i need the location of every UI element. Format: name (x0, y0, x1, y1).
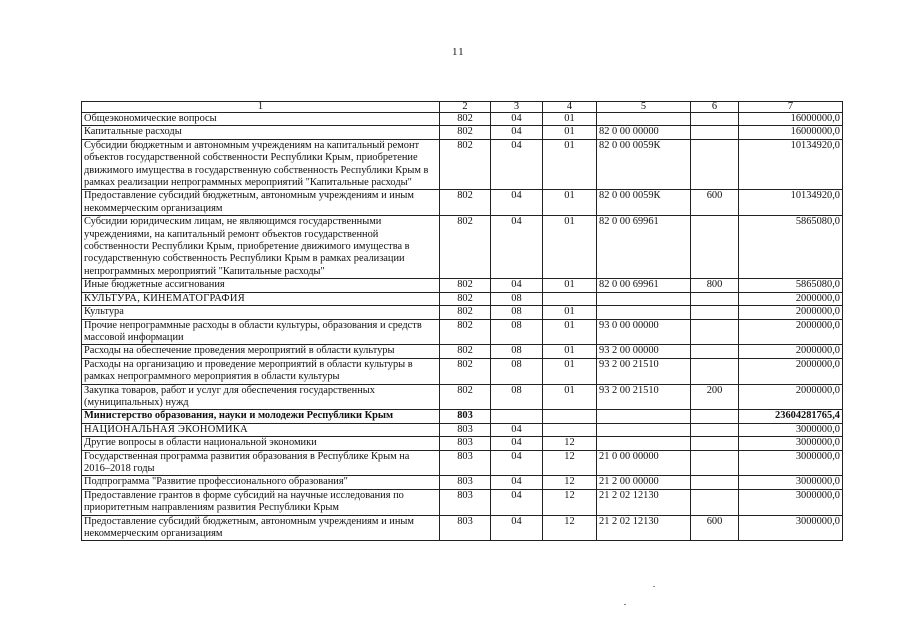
row-expense-type-code: 600 (691, 190, 739, 216)
row-subsection-code: 01 (543, 319, 597, 345)
row-subsection-code: 12 (543, 437, 597, 450)
table-header-row (82, 102, 843, 113)
row-target-article-code: 93 2 00 21510 (597, 384, 691, 410)
row-ministry-code: 803 (440, 515, 491, 541)
row-expense-type-code (691, 358, 739, 384)
row-subsection-code: 01 (543, 190, 597, 216)
row-target-article-code: 21 2 00 00000 (597, 476, 691, 489)
row-description: Иные бюджетные ассигнования (82, 279, 440, 292)
row-amount: 2000000,0 (739, 306, 843, 319)
row-description: Культура (82, 306, 440, 319)
table-row (82, 139, 843, 190)
row-description: НАЦИОНАЛЬНАЯ ЭКОНОМИКА (82, 423, 440, 436)
row-expense-type-code: 800 (691, 279, 739, 292)
row-subsection-code: 01 (543, 384, 597, 410)
row-ministry-code: 802 (440, 113, 491, 126)
table-row (82, 410, 843, 423)
row-section-code: 04 (491, 450, 543, 476)
row-ministry-code: 802 (440, 139, 491, 190)
row-ministry-code: 802 (440, 292, 491, 305)
row-target-article-code (597, 292, 691, 305)
scan-speck (653, 586, 655, 587)
table-row (82, 476, 843, 489)
row-description: Прочие непрограммные расходы в области культуры, образования и средств массовой информации (82, 319, 440, 345)
row-section-code: 04 (491, 126, 543, 139)
row-ministry-code: 802 (440, 216, 491, 279)
row-section-code: 08 (491, 306, 543, 319)
row-subsection-code: 12 (543, 450, 597, 476)
row-subsection-code (543, 410, 597, 423)
row-section-code: 04 (491, 216, 543, 279)
row-expense-type-code (691, 450, 739, 476)
row-description: Субсидии юридическим лицам, не являющимся государственными учреждениями, на капитальный ремонт объектов государственной собственности Республики Крым, приобретение движимого имущества в государственную собственность Республики Крым в рамках реализации непрограммных мероприятий "Капитальные расходы" (82, 216, 440, 279)
table-row (82, 113, 843, 126)
row-ministry-code: 803 (440, 410, 491, 423)
row-amount: 2000000,0 (739, 319, 843, 345)
column-number-5: 5 (597, 102, 691, 113)
row-description: Расходы на организацию и проведение мероприятий в области культуры в рамках непрограммного мероприятия в области культуры (82, 358, 440, 384)
row-section-code: 04 (491, 190, 543, 216)
row-expense-type-code (691, 126, 739, 139)
row-description: Предоставление субсидий бюджетным, автономным учреждениям и иным некоммерческим организациям (82, 515, 440, 541)
row-section-code: 08 (491, 319, 543, 345)
row-amount: 5865080,0 (739, 279, 843, 292)
row-subsection-code: 01 (543, 279, 597, 292)
row-amount: 3000000,0 (739, 489, 843, 515)
row-section-code: 04 (491, 489, 543, 515)
row-expense-type-code (691, 345, 739, 358)
row-subsection-code: 01 (543, 113, 597, 126)
row-expense-type-code (691, 423, 739, 436)
row-target-article-code: 21 0 00 00000 (597, 450, 691, 476)
table-row (82, 306, 843, 319)
row-expense-type-code (691, 410, 739, 423)
row-ministry-code: 802 (440, 319, 491, 345)
row-ministry-code: 802 (440, 345, 491, 358)
row-target-article-code: 21 2 02 12130 (597, 489, 691, 515)
row-subsection-code: 01 (543, 306, 597, 319)
row-ministry-code: 803 (440, 437, 491, 450)
table-row (82, 319, 843, 345)
row-target-article-code: 82 0 00 0059К (597, 190, 691, 216)
row-description: Расходы на обеспечение проведения мероприятий в области культуры (82, 345, 440, 358)
row-expense-type-code (691, 437, 739, 450)
column-number-6: 6 (691, 102, 739, 113)
budget-table (81, 101, 843, 541)
column-number-1: 1 (82, 102, 440, 113)
row-description: Общеэкономические вопросы (82, 113, 440, 126)
row-amount: 5865080,0 (739, 216, 843, 279)
column-number-4: 4 (543, 102, 597, 113)
row-amount: 10134920,0 (739, 190, 843, 216)
row-subsection-code: 01 (543, 139, 597, 190)
row-section-code: 08 (491, 384, 543, 410)
row-target-article-code (597, 410, 691, 423)
row-ministry-code: 803 (440, 489, 491, 515)
row-ministry-code: 802 (440, 190, 491, 216)
row-amount: 3000000,0 (739, 450, 843, 476)
row-amount: 23604281765,4 (739, 410, 843, 423)
row-section-code: 04 (491, 476, 543, 489)
row-description: Министерство образования, науки и молодежи Республики Крым (82, 410, 440, 423)
row-amount: 3000000,0 (739, 437, 843, 450)
table-row (82, 437, 843, 450)
row-subsection-code (543, 423, 597, 436)
row-description: Предоставление субсидий бюджетным, автономным учреждениям и иным некоммерческим организациям (82, 190, 440, 216)
row-target-article-code: 93 2 00 00000 (597, 345, 691, 358)
row-ministry-code: 803 (440, 476, 491, 489)
row-section-code (491, 410, 543, 423)
row-ministry-code: 803 (440, 423, 491, 436)
row-ministry-code: 802 (440, 358, 491, 384)
row-section-code: 04 (491, 113, 543, 126)
row-target-article-code: 93 0 00 00000 (597, 319, 691, 345)
column-number-3: 3 (491, 102, 543, 113)
row-description: Подпрограмма "Развитие профессионального образования" (82, 476, 440, 489)
row-expense-type-code (691, 489, 739, 515)
row-amount: 10134920,0 (739, 139, 843, 190)
table-row (82, 279, 843, 292)
row-section-code: 04 (491, 437, 543, 450)
row-expense-type-code (691, 139, 739, 190)
row-expense-type-code: 600 (691, 515, 739, 541)
row-target-article-code: 93 2 00 21510 (597, 358, 691, 384)
row-section-code: 08 (491, 292, 543, 305)
table-row (82, 489, 843, 515)
row-target-article-code: 82 0 00 69961 (597, 279, 691, 292)
row-subsection-code: 12 (543, 476, 597, 489)
row-description: Субсидии бюджетным и автономным учреждениям на капитальный ремонт объектов государственной собственности Республики Крым, приобретение движимого имущества в государственную собственность Республики Крым в рамках реализации непрограммных мероприятий "Капитальные расходы" (82, 139, 440, 190)
row-expense-type-code (691, 319, 739, 345)
row-amount: 2000000,0 (739, 358, 843, 384)
table-row (82, 345, 843, 358)
row-subsection-code: 12 (543, 489, 597, 515)
row-subsection-code (543, 292, 597, 305)
row-expense-type-code: 200 (691, 384, 739, 410)
row-expense-type-code (691, 216, 739, 279)
row-amount: 16000000,0 (739, 113, 843, 126)
page-number: 11 (452, 46, 465, 58)
row-amount: 3000000,0 (739, 515, 843, 541)
row-description: КУЛЬТУРА, КИНЕМАТОГРАФИЯ (82, 292, 440, 305)
row-section-code: 04 (491, 423, 543, 436)
row-amount: 2000000,0 (739, 345, 843, 358)
column-number-2: 2 (440, 102, 491, 113)
row-amount: 3000000,0 (739, 476, 843, 489)
row-amount: 2000000,0 (739, 292, 843, 305)
row-ministry-code: 802 (440, 126, 491, 139)
row-section-code: 04 (491, 139, 543, 190)
row-description: Другие вопросы в области национальной экономики (82, 437, 440, 450)
row-target-article-code: 82 0 00 00000 (597, 126, 691, 139)
column-number-7: 7 (739, 102, 843, 113)
row-subsection-code: 01 (543, 358, 597, 384)
row-ministry-code: 803 (440, 450, 491, 476)
row-target-article-code (597, 423, 691, 436)
row-section-code: 04 (491, 515, 543, 541)
row-section-code: 04 (491, 279, 543, 292)
row-subsection-code: 12 (543, 515, 597, 541)
row-ministry-code: 802 (440, 384, 491, 410)
row-amount: 16000000,0 (739, 126, 843, 139)
row-target-article-code: 82 0 00 69961 (597, 216, 691, 279)
table-row (82, 358, 843, 384)
table-row (82, 515, 843, 541)
row-description: Предоставление грантов в форме субсидий на научные исследования по приоритетным направлениям развития Республики Крым (82, 489, 440, 515)
scan-speck (624, 604, 626, 605)
row-amount: 3000000,0 (739, 423, 843, 436)
row-expense-type-code (691, 113, 739, 126)
row-ministry-code: 802 (440, 279, 491, 292)
table-row (82, 384, 843, 410)
row-description: Капитальные расходы (82, 126, 440, 139)
table-row (82, 216, 843, 279)
row-section-code: 08 (491, 345, 543, 358)
table-row (82, 450, 843, 476)
table-row (82, 190, 843, 216)
row-ministry-code: 802 (440, 306, 491, 319)
row-subsection-code: 01 (543, 126, 597, 139)
table-row (82, 423, 843, 436)
row-expense-type-code (691, 306, 739, 319)
row-subsection-code: 01 (543, 216, 597, 279)
row-amount: 2000000,0 (739, 384, 843, 410)
row-target-article-code (597, 113, 691, 126)
row-target-article-code: 21 2 02 12130 (597, 515, 691, 541)
row-description: Закупка товаров, работ и услуг для обеспечения государственных (муниципальных) нужд (82, 384, 440, 410)
row-subsection-code: 01 (543, 345, 597, 358)
table-row (82, 126, 843, 139)
row-section-code: 08 (491, 358, 543, 384)
row-target-article-code: 82 0 00 0059К (597, 139, 691, 190)
row-description: Государственная программа развития образования в Республике Крым на 2016–2018 годы (82, 450, 440, 476)
row-expense-type-code (691, 476, 739, 489)
table-row (82, 292, 843, 305)
row-expense-type-code (691, 292, 739, 305)
row-target-article-code (597, 306, 691, 319)
row-target-article-code (597, 437, 691, 450)
